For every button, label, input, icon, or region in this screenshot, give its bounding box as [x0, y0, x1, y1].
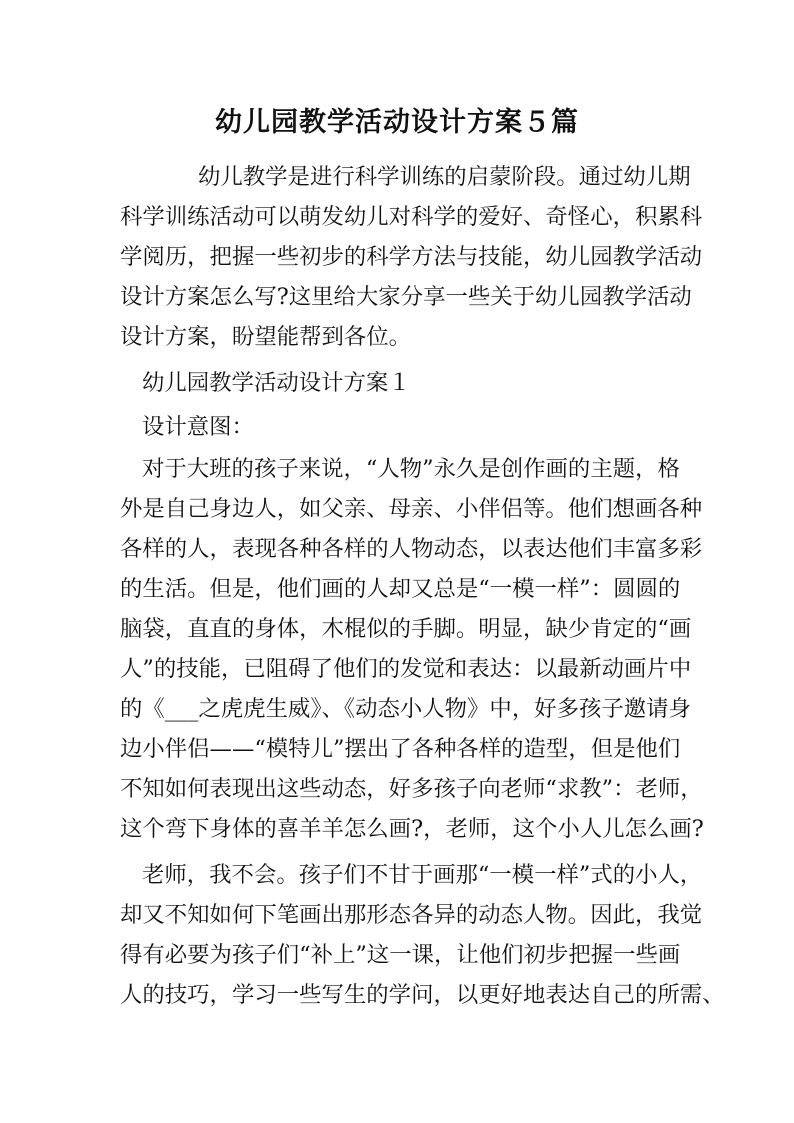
document-title: 幼儿园教学活动设计方案５篇	[215, 107, 579, 138]
paragraph-line: 人”的技能，已阻碍了他们的发觉和表达：以最新动画片中	[120, 656, 692, 682]
paragraph-line: 脑袋，直直的身体，木棍似的手脚。明显，缺少肯定的“画	[120, 616, 692, 642]
paragraph-line: 这个弯下身体的喜羊羊怎么画?，老师，这个小人儿怎么画?	[120, 816, 704, 842]
paragraph-line: 幼儿教学是进行科学训练的启蒙阶段。通过幼儿期	[198, 164, 691, 190]
paragraph-line: 得有必要为孩子们“补上”这一课，让他们初步把握一些画	[120, 942, 681, 968]
paragraph-line: 老师，我不会。孩子们不甘于画那“一模一样”式的小人，	[142, 862, 703, 888]
paragraph-line: 科学训练活动可以萌发幼儿对科学的爱好、奇怪心，积累科	[120, 204, 703, 230]
paragraph-line: 不知如何表现出这些动态，好多孩子向老师“求教”：老师，	[120, 776, 703, 802]
paragraph-line: 边小伴侣——“模特儿”摆出了各种各样的造型，但是他们	[120, 736, 681, 762]
paragraph-line: 外是自己身边人，如父亲、母亲、小伴侣等。他们想画各种	[120, 496, 703, 522]
section-heading: 幼儿园教学活动设计方案１	[142, 370, 411, 396]
paragraph-line: 设计方案，盼望能帮到各位。	[120, 324, 412, 350]
paragraph-line: 的生活。但是，他们画的人却又总是“一模一样”：圆圆的	[120, 576, 681, 602]
paragraph-line: 却又不知如何下笔画出那形态各异的动态人物。因此，我觉	[120, 902, 703, 928]
paragraph-line: 学阅历，把握一些初步的科学方法与技能，幼儿园教学活动	[120, 244, 703, 270]
paragraph-line: 的《___之虎虎生威》、《动态小人物》中，好多孩子邀请身	[120, 696, 691, 722]
subheading: 设计意图：	[142, 414, 254, 440]
paragraph-line: 对于大班的孩子来说，“人物”永久是创作画的主题，格	[142, 456, 680, 482]
paragraph-line: 人的技巧，学习一些写生的学问，以更好地表达自己的所需、	[120, 982, 725, 1008]
paragraph-line: 设计方案怎么写?这里给大家分享一些关于幼儿园教学活动	[120, 284, 692, 310]
paragraph-line: 各样的人，表现各种各样的人物动态，以表达他们丰富多彩	[120, 536, 703, 562]
